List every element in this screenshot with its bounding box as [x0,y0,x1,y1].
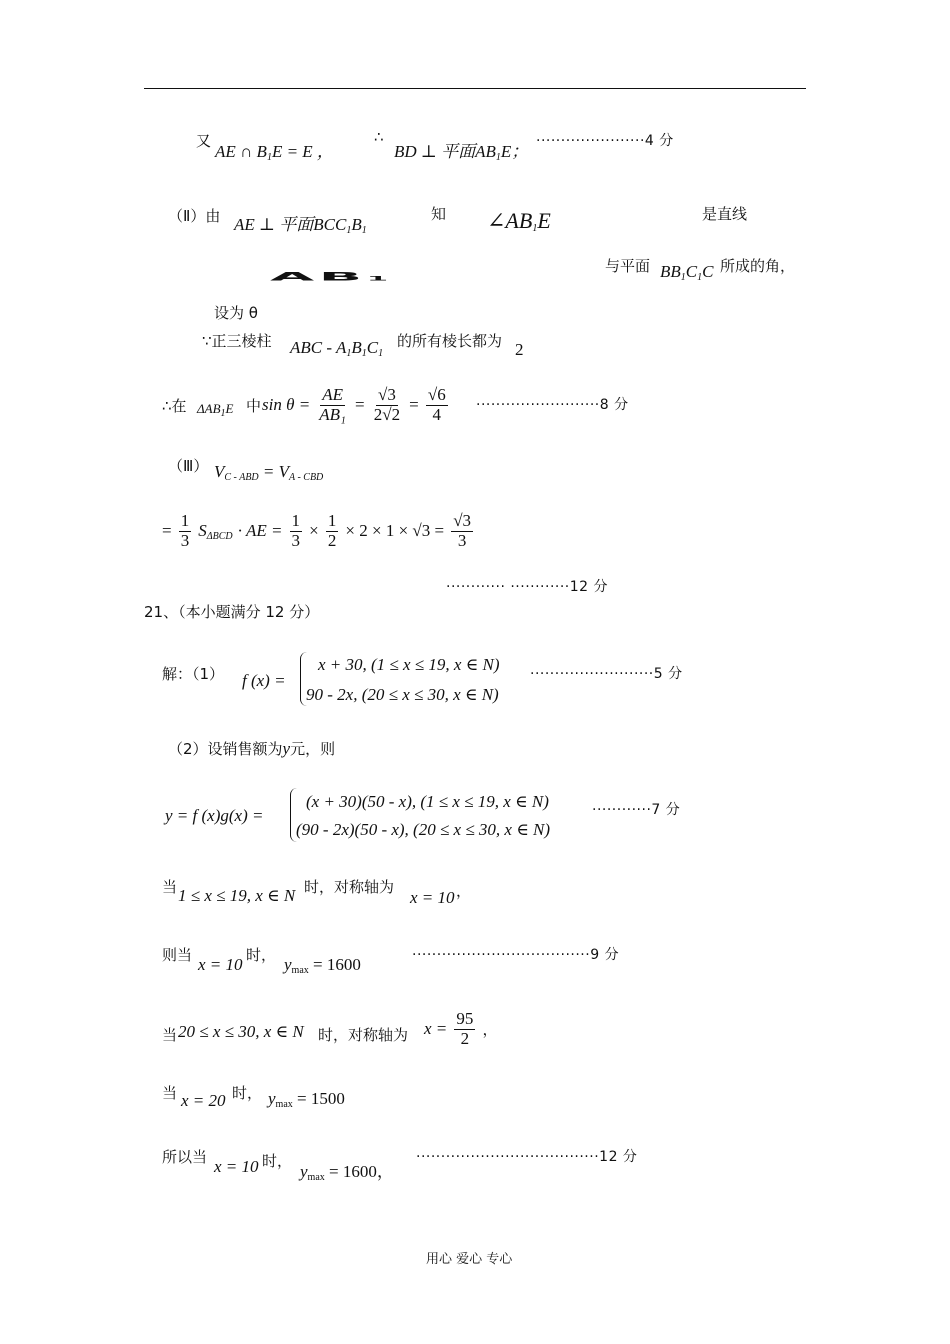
text-axis-1: 时，对称轴为 [304,878,395,896]
text-when-3: 当 [162,1084,178,1102]
text-solution-1: 解：（1） [162,665,225,683]
piece-f-2: 90 - 2x, (20 ≤ x ≤ 30, x ∈ N) [306,685,499,704]
formula-bd-perp: BD ⊥ 平面$AB_1E$； [394,142,529,163]
header-rule [144,88,806,89]
piece-y-2: (90 - 2x)(50 - x), (20 ≤ x ≤ 30, x ∈ N) [296,820,551,839]
formula-ymax-1600-a: $y_{max} = 1600$ [284,955,361,976]
score-4: ······················4 分 [536,133,674,149]
score-12-a: ············ ············12 分 [446,579,609,595]
formula-ymax-1500: $y_{max} = 1500$ [268,1089,345,1110]
formula-ab1-stretched: AB1 [270,270,393,284]
score-7: ············7 分 [592,802,681,818]
formula-triangle-ab1e: $\Delta AB_1E$ [197,401,234,419]
formula-range-2: 20 ≤ x ≤ 30, x ∈ N [178,1022,304,1041]
formula-f-of-x: f (x) = [242,671,286,690]
text-with-plane: 与平面 [605,257,651,275]
formula-ae-perp-plane: AE ⊥ 平面$BCC_1B_1$ [234,215,367,236]
text-shi-3: 时， [262,1152,293,1170]
formula-x-10-c: x = 10 [214,1157,259,1176]
formula-ae-cap-b1e: AE ∩ $B_1E = E$ ， [215,142,334,163]
formula-range-1: 1 ≤ x ≤ 19, x ∈ N [178,886,296,905]
text-comma-1: ， [456,882,472,900]
text-when-1: 当 [162,878,178,896]
text-shi-2: 时， [232,1084,263,1102]
text-edges-equal: 的所有棱长都为 [397,332,503,350]
formula-volume: $V_{C - ABD} = V_{A - CBD}$ [214,462,324,483]
score-12-b: ·····································12 分 [416,1149,638,1165]
text-angle-formed: 所成的角， [720,257,796,275]
formula-x-10-b: x = 10 [198,955,243,974]
text-part3: （Ⅲ） [168,457,209,475]
therefore-symbol: ∴ [374,128,384,146]
text-then-when: 则当 [162,946,193,964]
text-let-sales: （2）设销售额为y元，则 [168,739,336,758]
text-axis-2: 时，对称轴为 [318,1026,409,1044]
formula-y-fg: y = f (x)g(x) = [165,806,264,825]
text-let-theta: 设为 θ [214,304,258,322]
text-is-line: 是直线 [702,205,748,223]
text-when-2: 当 [162,1026,178,1044]
formula-volume-calc: = $\frac{1}{3}$ $S_{\Delta BCD}$ · AE = $\frac{1}{3}$ × $\frac{1}{2}$ × 2 × 1 × √3 = $\frac{√3}{3}$ [162,511,472,550]
formula-x-20: x = 20 [181,1091,226,1110]
formula-ymax-1600-b: $y_{max} = 1600$， [300,1162,394,1183]
score-9: ····································9 分 [412,947,620,963]
value-2: 2 [515,340,524,359]
text-zhi: 知 [431,205,447,223]
score-5: ·························5 分 [530,666,683,682]
footer-text: 用心 爱心 专心 [426,1252,513,1267]
text-you: 又 [196,132,212,150]
text-in: ∴在 [162,397,187,415]
score-8: ·························8 分 [476,397,629,413]
text-shi-1: 时， [246,946,277,964]
piece-y-1: (x + 30)(50 - x), (1 ≤ x ≤ 19, x ∈ N) [306,792,549,811]
formula-angle-ab1e: $\angle AB_1E$ [487,208,551,234]
formula-x-95-2: x = $\frac{95}{2}$ ， [424,1009,498,1048]
formula-sin-theta: sin θ = $\frac{AE}{\text{AB₁}}$ = $\frac{√3}{2√2}$ = $\frac{√6}{4}$ [262,385,446,424]
text-so-when: 所以当 [162,1148,208,1166]
text-part2-by: （Ⅱ）由 [168,207,221,225]
formula-abc-a1b1c1: ABC - $A_1B_1C_1$ [290,338,384,359]
formula-bb1c1c: $BB_1C_1C$ [660,262,714,283]
text-prism: ∵正三棱柱 [202,332,272,350]
formula-x-10-a: x = 10 [410,888,455,907]
piece-f-1: x + 30, (1 ≤ x ≤ 19, x ∈ N) [318,655,500,674]
text-zhong: 中 [246,397,262,415]
question-21-title: 21、（本小题满分 12 分） [144,603,320,621]
